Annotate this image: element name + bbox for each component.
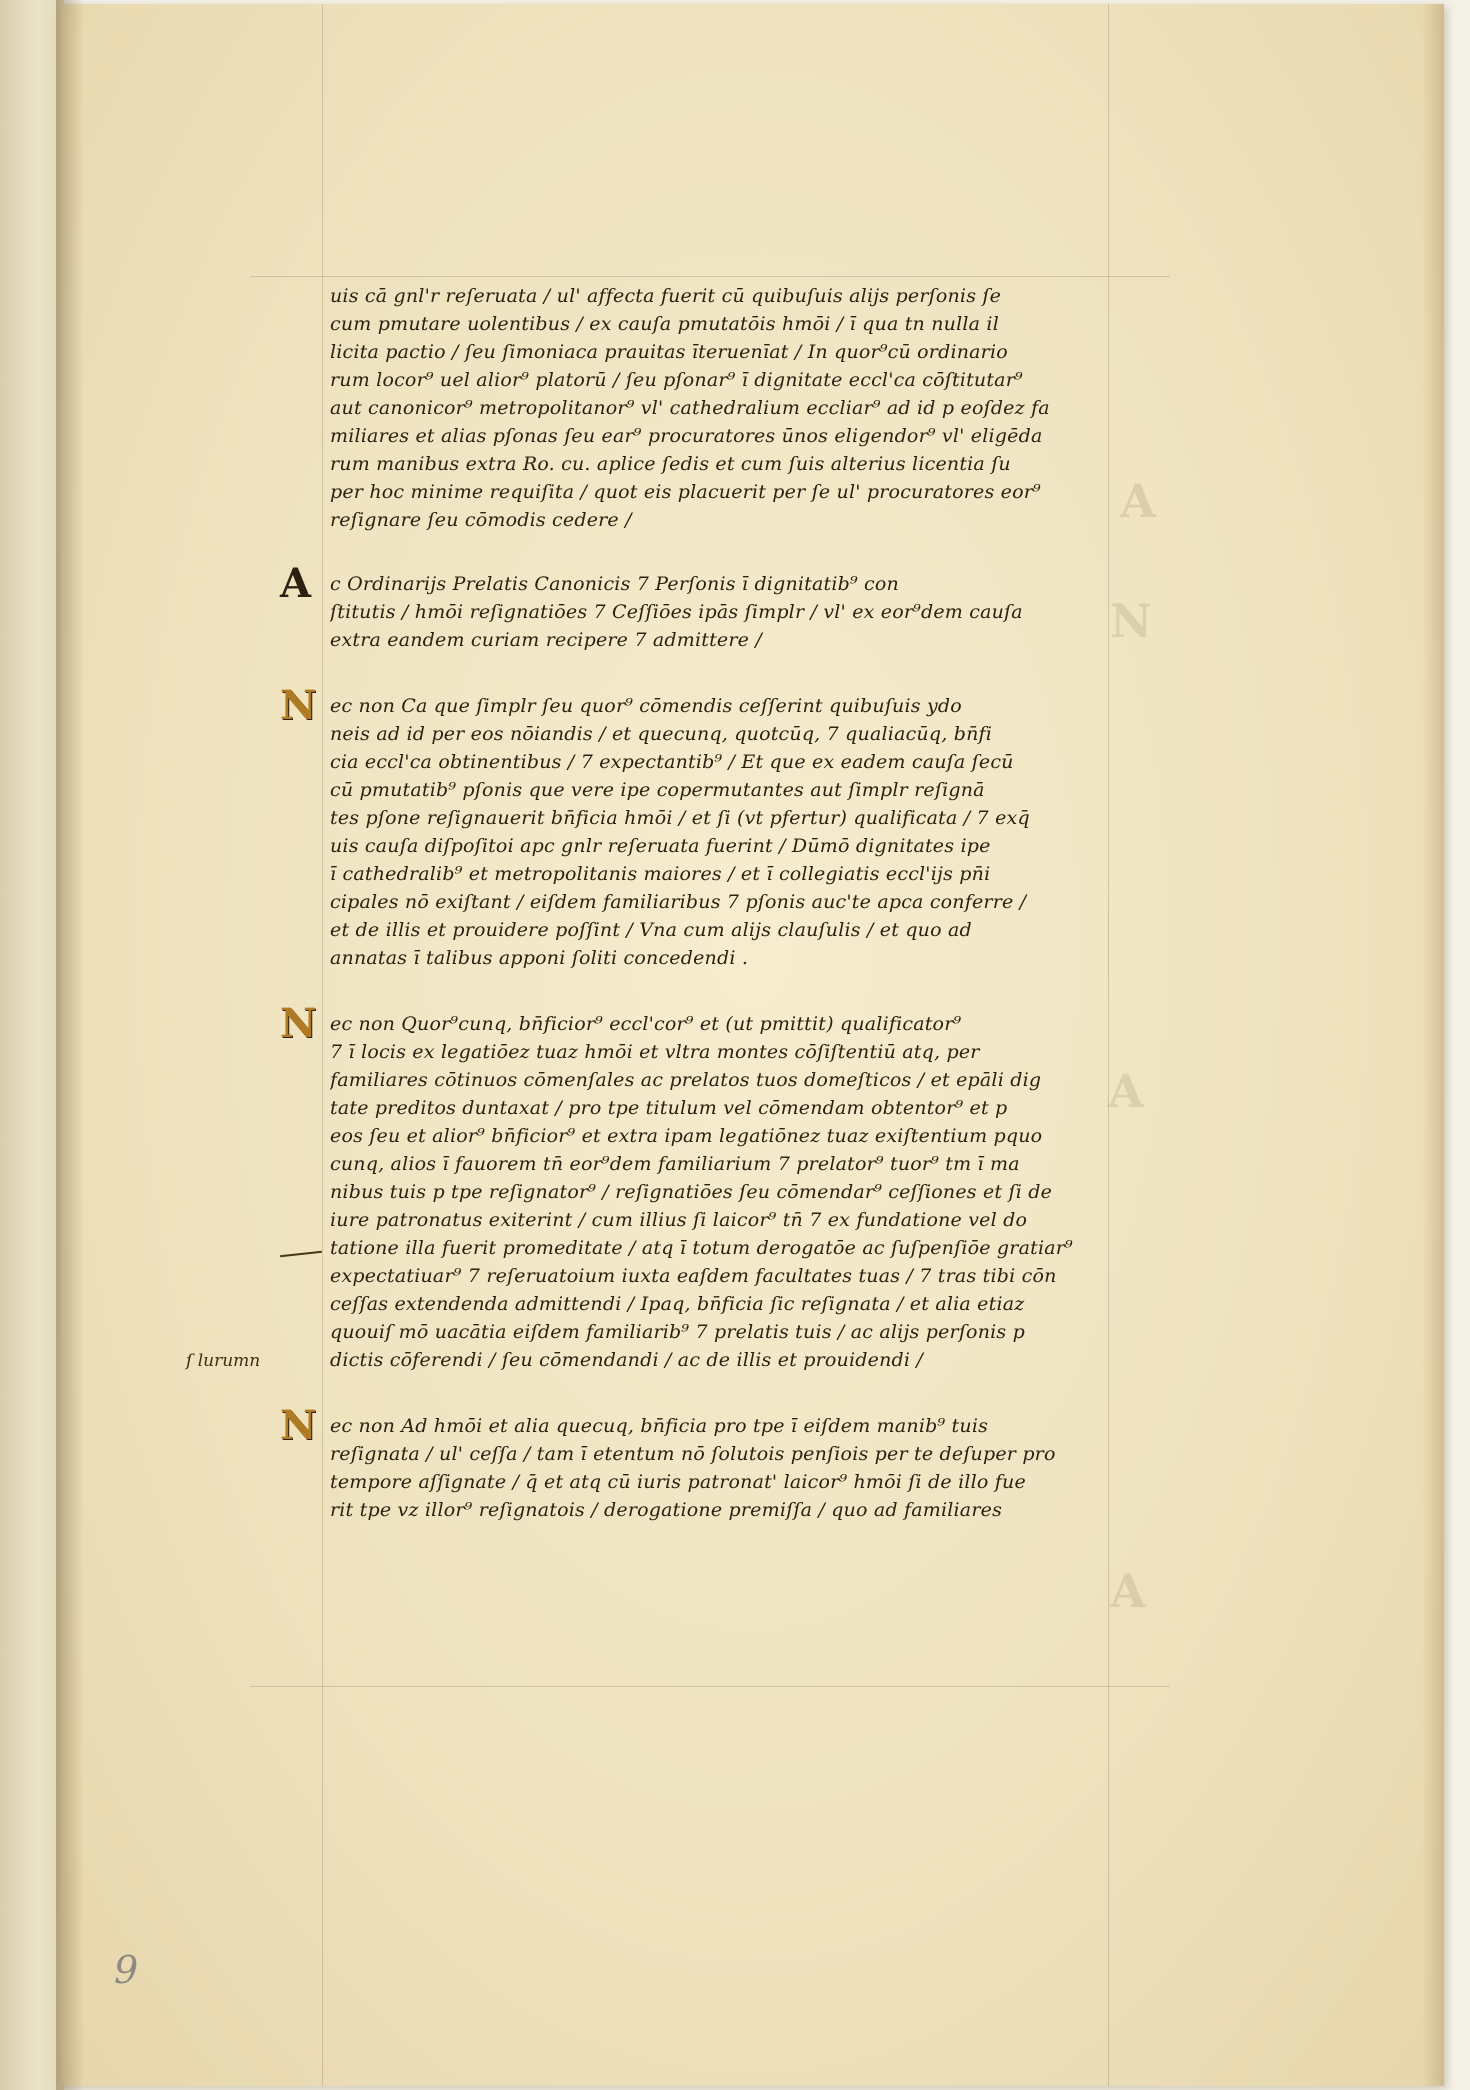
leaf-edge-shadow [1422,4,1444,2086]
paragraph [280,560,1100,654]
text-line: uis cā gnl'r reſeruata / ul' affecta fuerit cū quibuſuis alijs perſonis ſe [330,285,1002,307]
text-line: ſtitutis / hmōi reſignatiōes 7 Ceſſiōes ipās ſimplr / vl' ex eor⁹dem cauſa [330,601,1023,623]
ruling-line-right [1108,4,1109,2086]
text-line: familiares cōtinuos cōmenſales ac prelatos tuos domeſticos / et epāli dig [330,1069,1042,1091]
text-line: rum manibus extra Ro. cu. aplice ſedis et cum ſuis alterius licentia ſu [330,453,1011,475]
text-line: aut canonicor⁹ metropolitanor⁹ vl' cathedralium eccliar⁹ ad id p eoſdez fa [330,397,1050,419]
bleed-through-mark: A [1110,1564,1146,1618]
paragraph [280,682,1100,972]
text-column [280,282,1100,1524]
text-line: ī cathedralib⁹ et metropolitanis maiores / et ī collegiatis eccl'ijs pn̄i [330,863,991,885]
margin-annotation: ſ lurumn [186,1351,261,1371]
paragraph [280,1000,1100,1374]
text-line: tate preditos duntaxat / pro tpe titulum vel cōmendam obtentor⁹ et p [330,1097,1008,1119]
text-line: ec non Ad hmōi et alia quecuq, bn̄ficia pro tpe ī eiſdem manib⁹ tuis [330,1415,989,1437]
text-line: extra eandem curiam recipere 7 admittere / [330,629,762,651]
text-line: licita pactio / ſeu ſimoniaca prauitas īteruenīat / In quor⁹cū ordinario [330,341,1008,363]
text-line: annatas ī talibus apponi ſoliti concedendi . [330,947,749,969]
binding-gutter-shadow [56,0,84,2090]
text-line: neis ad id per eos nōiandis / et quecunq, quotcūq, 7 qualiacūq, bn̄fi [330,723,993,745]
text-line: c Ordinarijs Prelatis Canonicis 7 Perſonis ī dignitatib⁹ con [330,573,899,595]
text-line: ec non Ca que ſimplr ſeu quor⁹ cōmendis ceſſerint quibuſuis ydo [330,695,962,717]
text-line: quouiſ mō uacātia eiſdem familiarib⁹ 7 prelatis tuis / ac alijs perſonis p [330,1321,1025,1343]
text-line: reſignata / ul' ceſſa / tam ī etentum nō ſolutois penſiois per te deſuper pro [330,1443,1056,1465]
text-line: cunq, alios ī fauorem tn̄ eor⁹dem familiarium 7 prelator⁹ tuor⁹ tm ī ma [330,1153,1020,1175]
text-line: cū pmutatib⁹ pſonis que vere ipe copermutantes aut ſimplr reſignā [330,779,985,801]
text-line: dictis cōferendi / ſeu cōmendandi / ac de illis et prouidendi / [330,1349,923,1371]
ruling-line-left [322,4,323,2086]
initial-letter: N [280,1000,317,1047]
bleed-through-mark: A [1120,474,1156,528]
folio-number: 9 [114,1948,139,1992]
text-line: cum pmutare uolentibus / ex cauſa pmutatōis hmōi / ī qua tn nulla il [330,313,999,335]
text-line: ceſſas extendenda admittendi / Ipaq, bn̄ficia ſic reſignata / et alia etiaz [330,1293,1025,1315]
facing-page-edge [0,0,64,2090]
text-line: per hoc minime requiſita / quot eis placuerit per ſe ul' procuratores eor⁹ [330,481,1041,503]
paragraph [280,1402,1100,1524]
text-line: rum locor⁹ uel alior⁹ platorū / ſeu pſonar⁹ ī dignitate eccl'ca cōſtitutar⁹ [330,369,1023,391]
text-line: eos ſeu et alior⁹ bn̄ficior⁹ et extra ipam legatiōnez tuaz exiſtentium pquo [330,1125,1043,1147]
paragraph [330,282,1100,534]
text-line: miliares et alias pſonas ſeu ear⁹ procuratores ūnos eligendor⁹ vl' eligēda [330,425,1043,447]
bleed-through-mark: N [1110,594,1153,648]
text-line: 7 ī locis ex legatiōez tuaz hmōi et vltra montes cōſiſtentiū atq, per [330,1041,980,1063]
initial-letter: A [280,560,312,607]
text-line: rit tpe vz illor⁹ reſignatois / derogatione premiſſa / quo ad familiares [330,1499,1003,1521]
ruling-line-bottom [250,1686,1170,1687]
text-line: expectatiuar⁹ 7 reſeruatoium iuxta eaſdem facultates tuas / 7 tras tibi cōn [330,1265,1057,1287]
text-line: tempore aſſignate / q̄ et atq cū iuris patronat' laicor⁹ hmōi ſi de illo fue [330,1471,1026,1493]
bleed-through-mark: A [1108,1064,1144,1118]
text-line: et de illis et prouidere poſſint / Vna cum alijs clauſulis / et quo ad [330,919,972,941]
text-line: reſignare ſeu cōmodis cedere / [330,509,632,531]
text-line: tes pſone reſignauerit bn̄ficia hmōi / et ſi (vt pfertur) qualificata / 7 exq̄ [330,807,1030,829]
text-line: cia eccl'ca obtinentibus / 7 expectantib⁹ / Et que ex eadem cauſa ſecū [330,751,1014,773]
ruling-line-top [250,276,1170,277]
initial-letter: N [280,1402,317,1449]
text-line: tatione illa fuerit promeditate / atq ī totum derogatōe ac ſuſpenſiōe gratiar⁹ [330,1237,1073,1259]
text-line: nibus tuis p tpe reſignator⁹ / reſignatiōes ſeu cōmendar⁹ ceſſiones et ſi de [330,1181,1053,1203]
text-line: cipales nō exiſtant / eiſdem familiaribus 7 pſonis auc'te apca conferre / [330,891,1027,913]
text-line: uis cauſa diſpoſitoi apc gnlr reſeruata fuerint / Dūmō dignitates ipe [330,835,991,857]
text-line: ec non Quor⁹cunq, bn̄ficior⁹ eccl'cor⁹ et (ut pmittit) qualificator⁹ [330,1013,962,1035]
initial-letter: N [280,682,317,729]
text-line: iure patronatus exiterint / cum illius ſi laicor⁹ tn̄ 7 ex fundatione vel do [330,1209,1028,1231]
